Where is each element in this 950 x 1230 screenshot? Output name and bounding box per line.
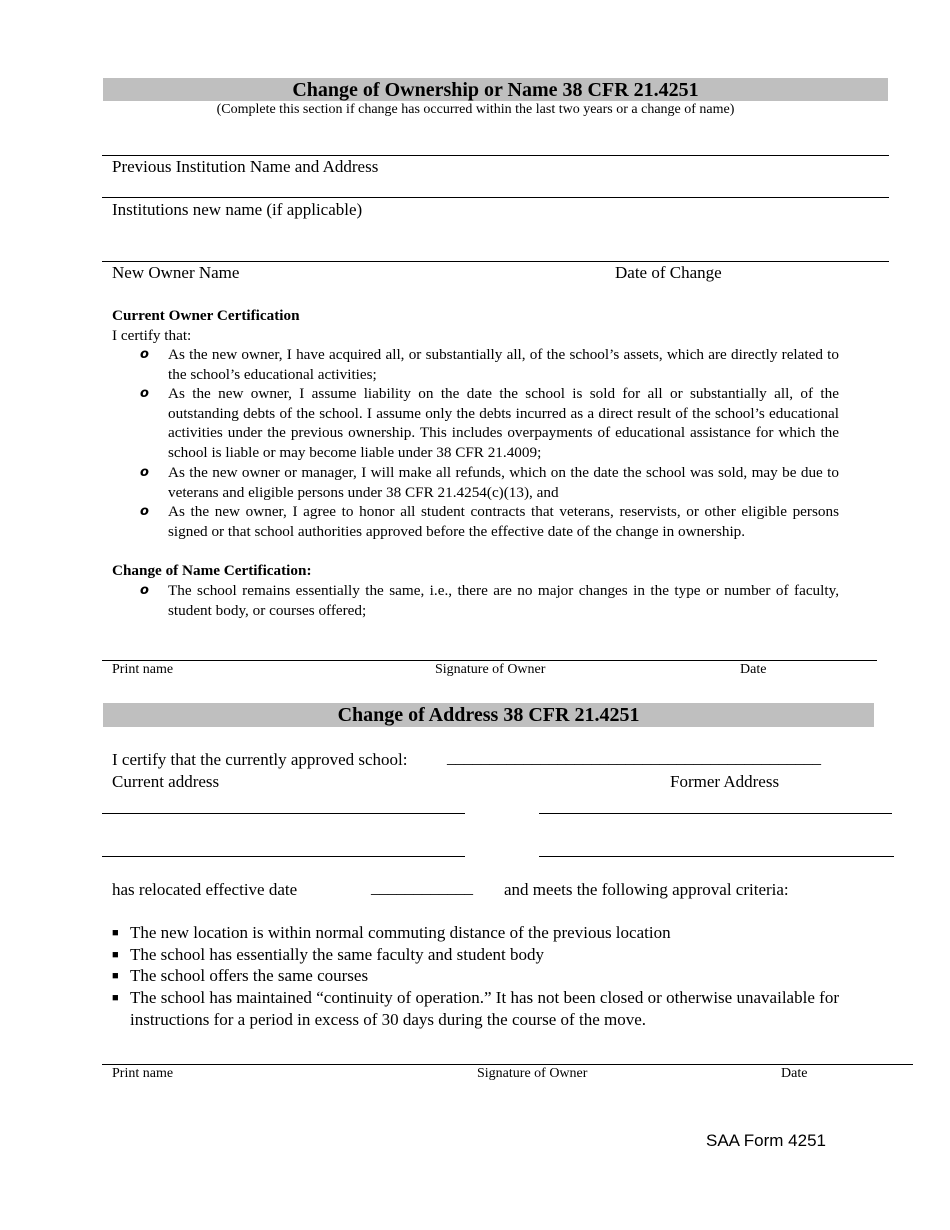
school-name-blank[interactable]: ____________________________________________ — [447, 748, 821, 767]
signature-of-owner-field[interactable]: Signature of Owner — [477, 1066, 588, 1081]
former-address-label: Former Address — [670, 772, 780, 791]
circle-bullet-icon: o — [140, 504, 149, 519]
field-line — [102, 261, 889, 262]
square-bullet-icon: ■ — [112, 949, 119, 961]
circle-bullet-icon: o — [140, 583, 149, 598]
print-name-field[interactable]: Print name — [112, 1066, 174, 1081]
signature-line — [102, 1064, 913, 1065]
certify-school-text: I certify that the currently approved school: — [112, 750, 408, 769]
date-field[interactable]: Date — [740, 662, 767, 677]
ownership-section-title: Change of Ownership or Name 38 CFR 21.4251 — [103, 78, 888, 101]
criteria-item: ■ The school has maintained “continuity of operation.” It has not been closed or otherwise unavailable for instructions for a period in excess of 30 days during the course of the move. — [112, 988, 839, 1029]
criteria-item: ■ The school offers the same courses — [112, 966, 369, 985]
relocated-text: has relocated effective date — [112, 880, 298, 899]
date-field[interactable]: Date — [781, 1066, 808, 1081]
current-address-label: Current address — [112, 772, 220, 791]
field-line — [102, 197, 889, 198]
criteria-item: ■ The school has essentially the same faculty and student body — [112, 945, 545, 964]
address-section-title: Change of Address 38 CFR 21.4251 — [103, 703, 874, 727]
previous-institution-field[interactable]: Previous Institution Name and Address — [112, 157, 379, 176]
criteria-text: and meets the following approval criteria: — [504, 880, 789, 899]
former-address-line-1[interactable] — [539, 813, 892, 814]
owner-cert-item: o As the new owner, I agree to honor all student contracts that veterans, reservists, or other eligible persons signed or that school authorities approved before the effective date of the change in ownership. — [140, 503, 839, 540]
form-id: SAA Form 4251 — [706, 1131, 827, 1150]
name-cert-item: o The school remains essentially the same, i.e., there are no major changes in the type or number of faculty, student body, or courses offered; — [140, 582, 839, 619]
institution-new-name-field[interactable]: Institutions new name (if applicable) — [112, 200, 363, 219]
field-line — [102, 155, 889, 156]
name-cert-heading: Change of Name Certification: — [112, 562, 312, 579]
current-address-line-1[interactable] — [102, 813, 465, 814]
owner-cert-item: o As the new owner, I have acquired all, or substantially all, of the school’s assets, which are directly related to the school’s educational activities; — [140, 346, 839, 383]
circle-bullet-icon: o — [140, 465, 149, 480]
signature-of-owner-field[interactable]: Signature of Owner — [435, 662, 546, 677]
owner-cert-intro: I certify that: — [112, 327, 192, 344]
print-name-field[interactable]: Print name — [112, 662, 174, 677]
date-of-change-field[interactable]: Date of Change — [615, 263, 722, 282]
ownership-section-subtitle: (Complete this section if change has occurred within the last two years or a change of name) — [216, 102, 735, 117]
circle-bullet-icon: o — [140, 347, 149, 362]
criteria-item: ■ The new location is within normal commuting distance of the previous location — [112, 923, 671, 942]
square-bullet-icon: ■ — [112, 927, 119, 939]
former-address-line-2[interactable] — [539, 856, 894, 857]
owner-cert-item: o As the new owner or manager, I will make all refunds, which on the date the school was sold, may be due to veterans and eligible persons under 38 CFR 21.4254(c)(13), and — [140, 464, 839, 501]
new-owner-name-field[interactable]: New Owner Name — [112, 263, 240, 282]
current-address-line-2[interactable] — [102, 856, 465, 857]
square-bullet-icon: ■ — [112, 992, 119, 1004]
owner-cert-heading: Current Owner Certification — [112, 307, 300, 324]
square-bullet-icon: ■ — [112, 970, 119, 982]
signature-line — [102, 660, 877, 661]
effective-date-blank[interactable]: ____________ — [371, 878, 473, 897]
circle-bullet-icon: o — [140, 386, 149, 401]
owner-cert-item: o As the new owner, I assume liability on the date the school is sold for all or substantially all, of the outstanding debts of the school. I assume only the debts incurred as a direct result of the school’s educational activities under the previous ownership. This includes overpayments of educational assistance for which the school is liable or may become liable under 38 CFR 21.4009; — [140, 385, 839, 461]
